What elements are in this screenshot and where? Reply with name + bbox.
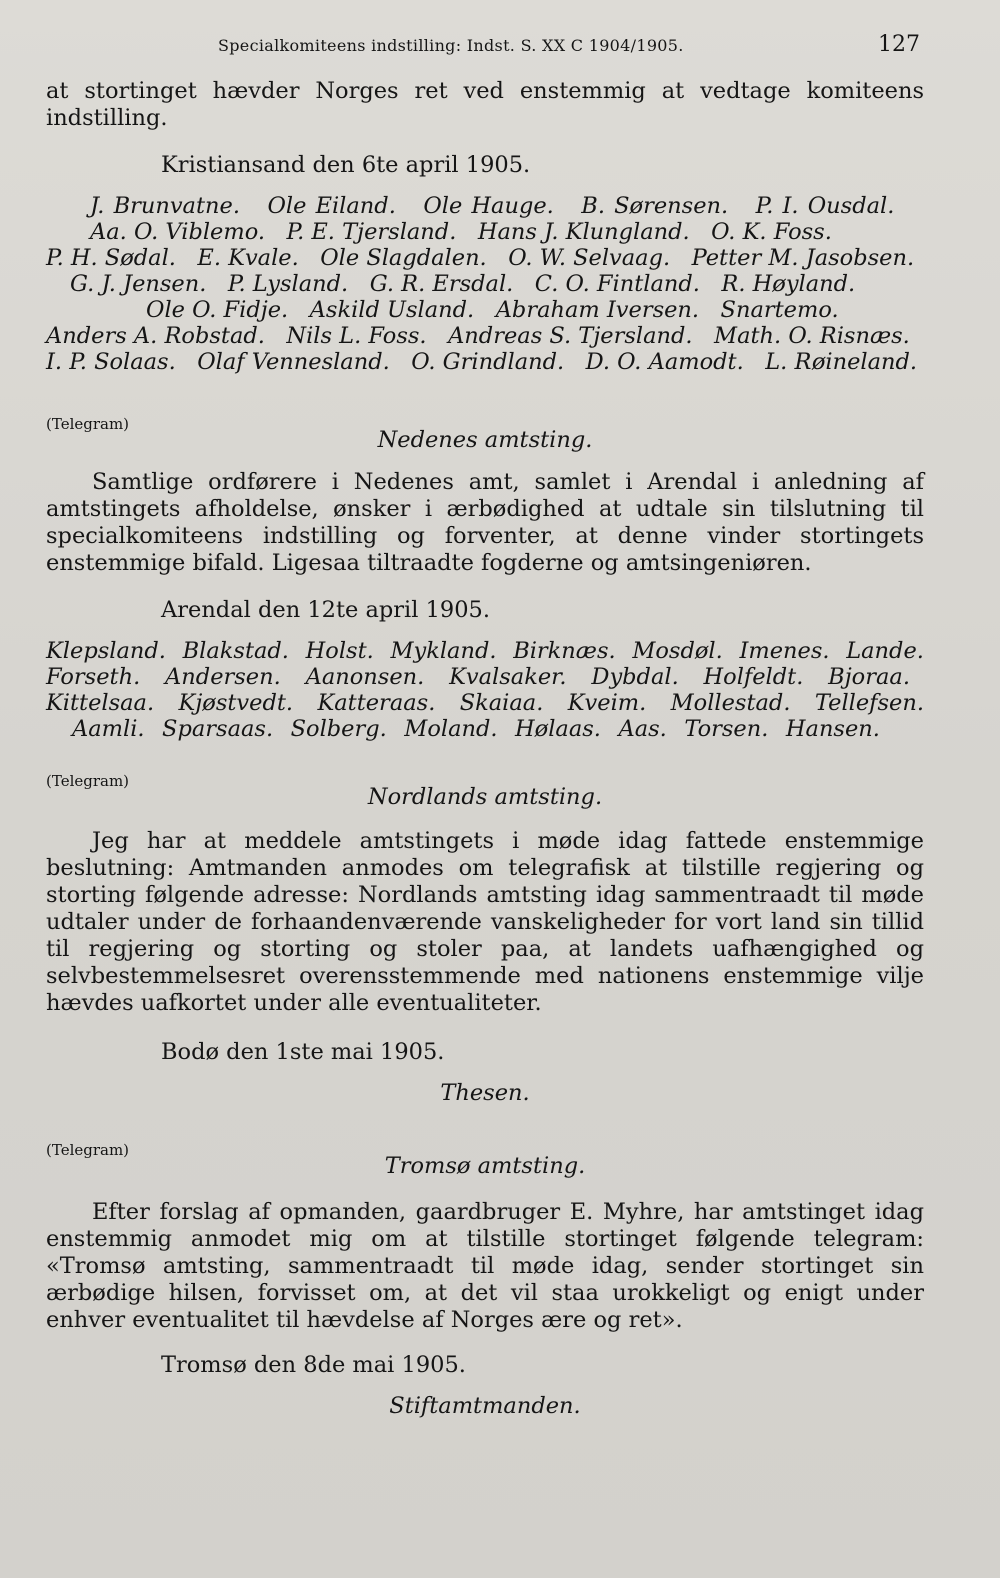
signature-line	[46, 716, 924, 742]
nedenes-heading: Nedenes amtsting.	[377, 427, 593, 453]
signature: E. Kvale.	[197, 245, 299, 271]
signature: P. Lysland.	[227, 271, 349, 297]
signature: Torsen.	[684, 716, 769, 742]
signature: Kvalsaker.	[449, 664, 567, 690]
signature-line	[46, 690, 924, 716]
signature: Kjøstvedt.	[178, 690, 294, 716]
signature: G. J. Jensen.	[70, 271, 207, 297]
nedenes-paragraph: Samtlige ordførere i Nedenes amt, samlet i Arendal i anledning af amtstingets afholdelse, ønsker i ærbødighed at udtale sin tilslutning til specialkomiteens indstilling og forventer, at denne vinder stortingets enstemmige bifald. Ligesaa tiltraadte fogderne og amtsingeniøren.	[46, 469, 924, 576]
signature: I. P. Solaas.	[46, 349, 176, 375]
signature-line	[46, 193, 924, 219]
signature-line	[46, 349, 924, 375]
signature: Birknæs.	[513, 638, 616, 664]
signature: B. Sørensen.	[581, 193, 729, 219]
kristiansand-signatures	[46, 193, 924, 375]
signature: Ole Slagdalen.	[320, 245, 487, 271]
signature: Ole Hauge.	[423, 193, 554, 219]
signature: Kittelsaa.	[46, 690, 155, 716]
signature-line	[46, 323, 924, 349]
signature: Solberg.	[290, 716, 387, 742]
signature: Anders A. Robstad.	[46, 323, 265, 349]
signature: Katteraas.	[317, 690, 436, 716]
signature: Bjoraa.	[828, 664, 910, 690]
signature: Tellefsen.	[814, 690, 924, 716]
kristiansand-dateline: Kristiansand den 6te april 1905.	[161, 152, 531, 178]
signature: Olaf Vennesland.	[197, 349, 390, 375]
signature: Holst.	[305, 638, 374, 664]
tromso-signer: Stiftamtmanden.	[389, 1393, 581, 1419]
signature: Sparsaas.	[162, 716, 274, 742]
signature: Nils L. Foss.	[286, 323, 427, 349]
signature: P. I. Ousdal.	[755, 193, 895, 219]
signature: Klepsland.	[46, 638, 166, 664]
nedenes-heading-block	[46, 411, 924, 459]
tromso-heading-block	[46, 1137, 924, 1185]
signature-line	[46, 638, 924, 664]
nordlands-heading: Nordlands amtsting.	[367, 784, 603, 810]
signature: Ole O. Fidje.	[146, 297, 289, 323]
tromso-heading: Tromsø amtsting.	[384, 1153, 586, 1179]
bodo-dateline: Bodø den 1ste mai 1905.	[161, 1039, 445, 1065]
signature: P. H. Sødal.	[46, 245, 176, 271]
tromso-paragraph: Efter forslag af opmanden, gaardbruger E. Myhre, har amtstinget idag enstemmig anmodet mig om at tilstille stortinget følgende telegram: «Tromsø amtsting, sammentraadt til møde idag, sender stortinget sin ærbødige hilsen, forvisset om, at det vil staa urokkeligt og enigt under enhver eventualitet til hævdelse af Norges ære og ret».	[46, 1199, 924, 1333]
signature: Andreas S. Tjersland.	[448, 323, 693, 349]
nordlands-paragraph: Jeg har at meddele amtstingets i møde idag fattede enstemmige beslutning: Amtmanden anmodes om telegrafisk at tilstille regjering og storting følgende adresse: Nordlands amtsting idag sammentraadt til møde udtaler under de forhaandenværende vanskeligheder for vort land sin tillid til regjering og storting og stoler paa, at landets uafhængighed og selvbestemmelsesret overensstemmende med nationens enstemmige vilje hævdes uafkortet under alle eventualiteter.	[46, 828, 924, 1016]
signature: Aamli.	[72, 716, 145, 742]
signature: Hans J. Klungland.	[477, 219, 690, 245]
signature-line	[46, 664, 924, 690]
signature: Moland.	[404, 716, 498, 742]
signature: L. Røineland.	[765, 349, 918, 375]
signature: Dybdal.	[591, 664, 679, 690]
signature: Imenes.	[739, 638, 830, 664]
nordlands-signer: Thesen.	[440, 1080, 530, 1106]
arendal-dateline: Arendal den 12te april 1905.	[161, 597, 491, 623]
signature-line	[46, 245, 924, 271]
signature: Blakstad.	[182, 638, 289, 664]
signature-line	[46, 219, 924, 245]
nordlands-heading-block	[46, 768, 924, 816]
signature: D. O. Aamodt.	[585, 349, 744, 375]
signature: R. Høyland.	[721, 271, 856, 297]
tromso-dateline: Tromsø den 8de mai 1905.	[161, 1352, 466, 1378]
signature: J. Brunvatne.	[90, 193, 240, 219]
telegram-label: (Telegram)	[46, 415, 130, 433]
signature: Hansen.	[785, 716, 880, 742]
signature: Math. O. Risnæs.	[714, 323, 910, 349]
page-body	[46, 78, 924, 1420]
signature: P. E. Tjersland.	[286, 219, 457, 245]
signature: Abraham Iversen.	[495, 297, 700, 323]
signature-line	[46, 271, 924, 297]
signature: C. O. Fintland.	[534, 271, 700, 297]
running-header: Specialkomiteens indstilling: Indst. S. XX C 1904/1905.	[218, 36, 684, 55]
signature: Forseth.	[46, 664, 141, 690]
page-number: 127	[878, 32, 920, 57]
signature: Mykland.	[390, 638, 497, 664]
signature: Mosdøl.	[632, 638, 723, 664]
signature: O. Grindland.	[411, 349, 565, 375]
signature: Aas.	[618, 716, 667, 742]
signature: Lande.	[846, 638, 924, 664]
signature: Mollestad.	[670, 690, 791, 716]
signature: O. W. Selvaag.	[508, 245, 671, 271]
signature: Holfeldt.	[703, 664, 804, 690]
signature: Askild Usland.	[309, 297, 475, 323]
telegram-label: (Telegram)	[46, 1141, 130, 1159]
signature: Andersen.	[165, 664, 281, 690]
signature: O. K. Foss.	[711, 219, 832, 245]
signature: Hølaas.	[515, 716, 601, 742]
signature-line	[46, 297, 924, 323]
signature: Aanonsen.	[305, 664, 425, 690]
signature: Skaiaa.	[459, 690, 544, 716]
telegram-label: (Telegram)	[46, 772, 130, 790]
signature: Ole Eiland.	[267, 193, 396, 219]
nedenes-signatures	[46, 638, 924, 742]
signature: Snartemo.	[720, 297, 839, 323]
signature: Petter M. Jasobsen.	[691, 245, 915, 271]
signature: Kveim.	[567, 690, 647, 716]
kristiansand-paragraph: at stortinget hævder Norges ret ved enstemmig at vedtage komiteens indstilling.	[46, 78, 924, 131]
signature: G. R. Ersdal.	[369, 271, 514, 297]
signature: Aa. O. Viblemo.	[90, 219, 266, 245]
